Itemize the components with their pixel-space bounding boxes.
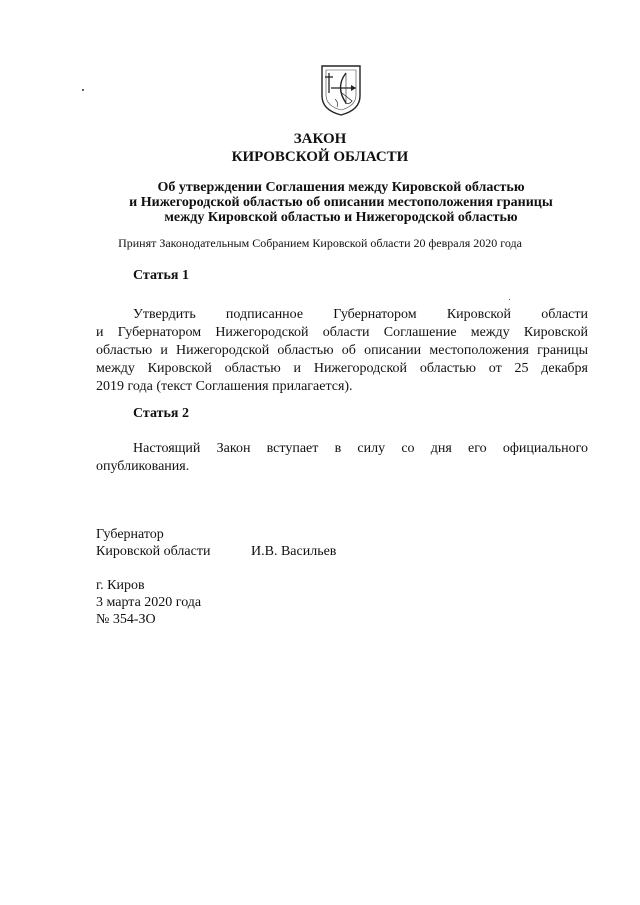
signing-date: 3 марта 2020 года	[96, 595, 202, 610]
article-text-line: областью и Нижегородской областью об описании местоположения границы	[96, 343, 588, 358]
scan-speck	[82, 89, 84, 91]
scan-speck	[509, 299, 510, 300]
signatory-name: И.В. Васильев	[251, 544, 337, 559]
document-type: ЗАКОН	[293, 131, 347, 147]
subject-line: между Кировской областью и Нижегородской областью	[164, 210, 518, 225]
document-subject	[100, 180, 582, 225]
kirov-oblast-coat-of-arms-icon	[319, 63, 363, 117]
adoption-note: Принят Законодательным Собранием Кировской области 20 февраля 2020 года	[118, 236, 522, 250]
document-issuer: КИРОВСКОЙ ОБЛАСТИ	[231, 149, 409, 165]
article-text-line: 2019 года (текст Соглашения прилагается).	[96, 379, 353, 394]
article-text-line: Утвердить подписанное Губернатором Кировской области	[133, 307, 588, 322]
place-of-signing: г. Киров	[96, 578, 145, 593]
article-text-line: и Губернатором Нижегородской области Соглашение между Кировской	[96, 325, 588, 340]
article-text-line: между Кировской областью и Нижегородской областью от 25 декабря	[96, 361, 588, 376]
subject-line: и Нижегородской областью об описании местоположения границы	[129, 195, 553, 210]
article-text-line: опубликования.	[96, 459, 190, 474]
article-2-heading: Статья 2	[133, 406, 189, 421]
signatory-position: Губернатор	[96, 527, 164, 542]
article-1-text	[96, 306, 588, 396]
article-1-heading: Статья 1	[133, 268, 189, 283]
signatory-region: Кировской области	[96, 544, 211, 559]
law-number: № 354-ЗО	[96, 612, 156, 627]
article-text-line: Настоящий Закон вступает в силу со дня его официального	[133, 441, 588, 456]
article-2-text	[96, 440, 588, 476]
subject-line: Об утверждении Соглашения между Кировской областью	[157, 180, 525, 195]
